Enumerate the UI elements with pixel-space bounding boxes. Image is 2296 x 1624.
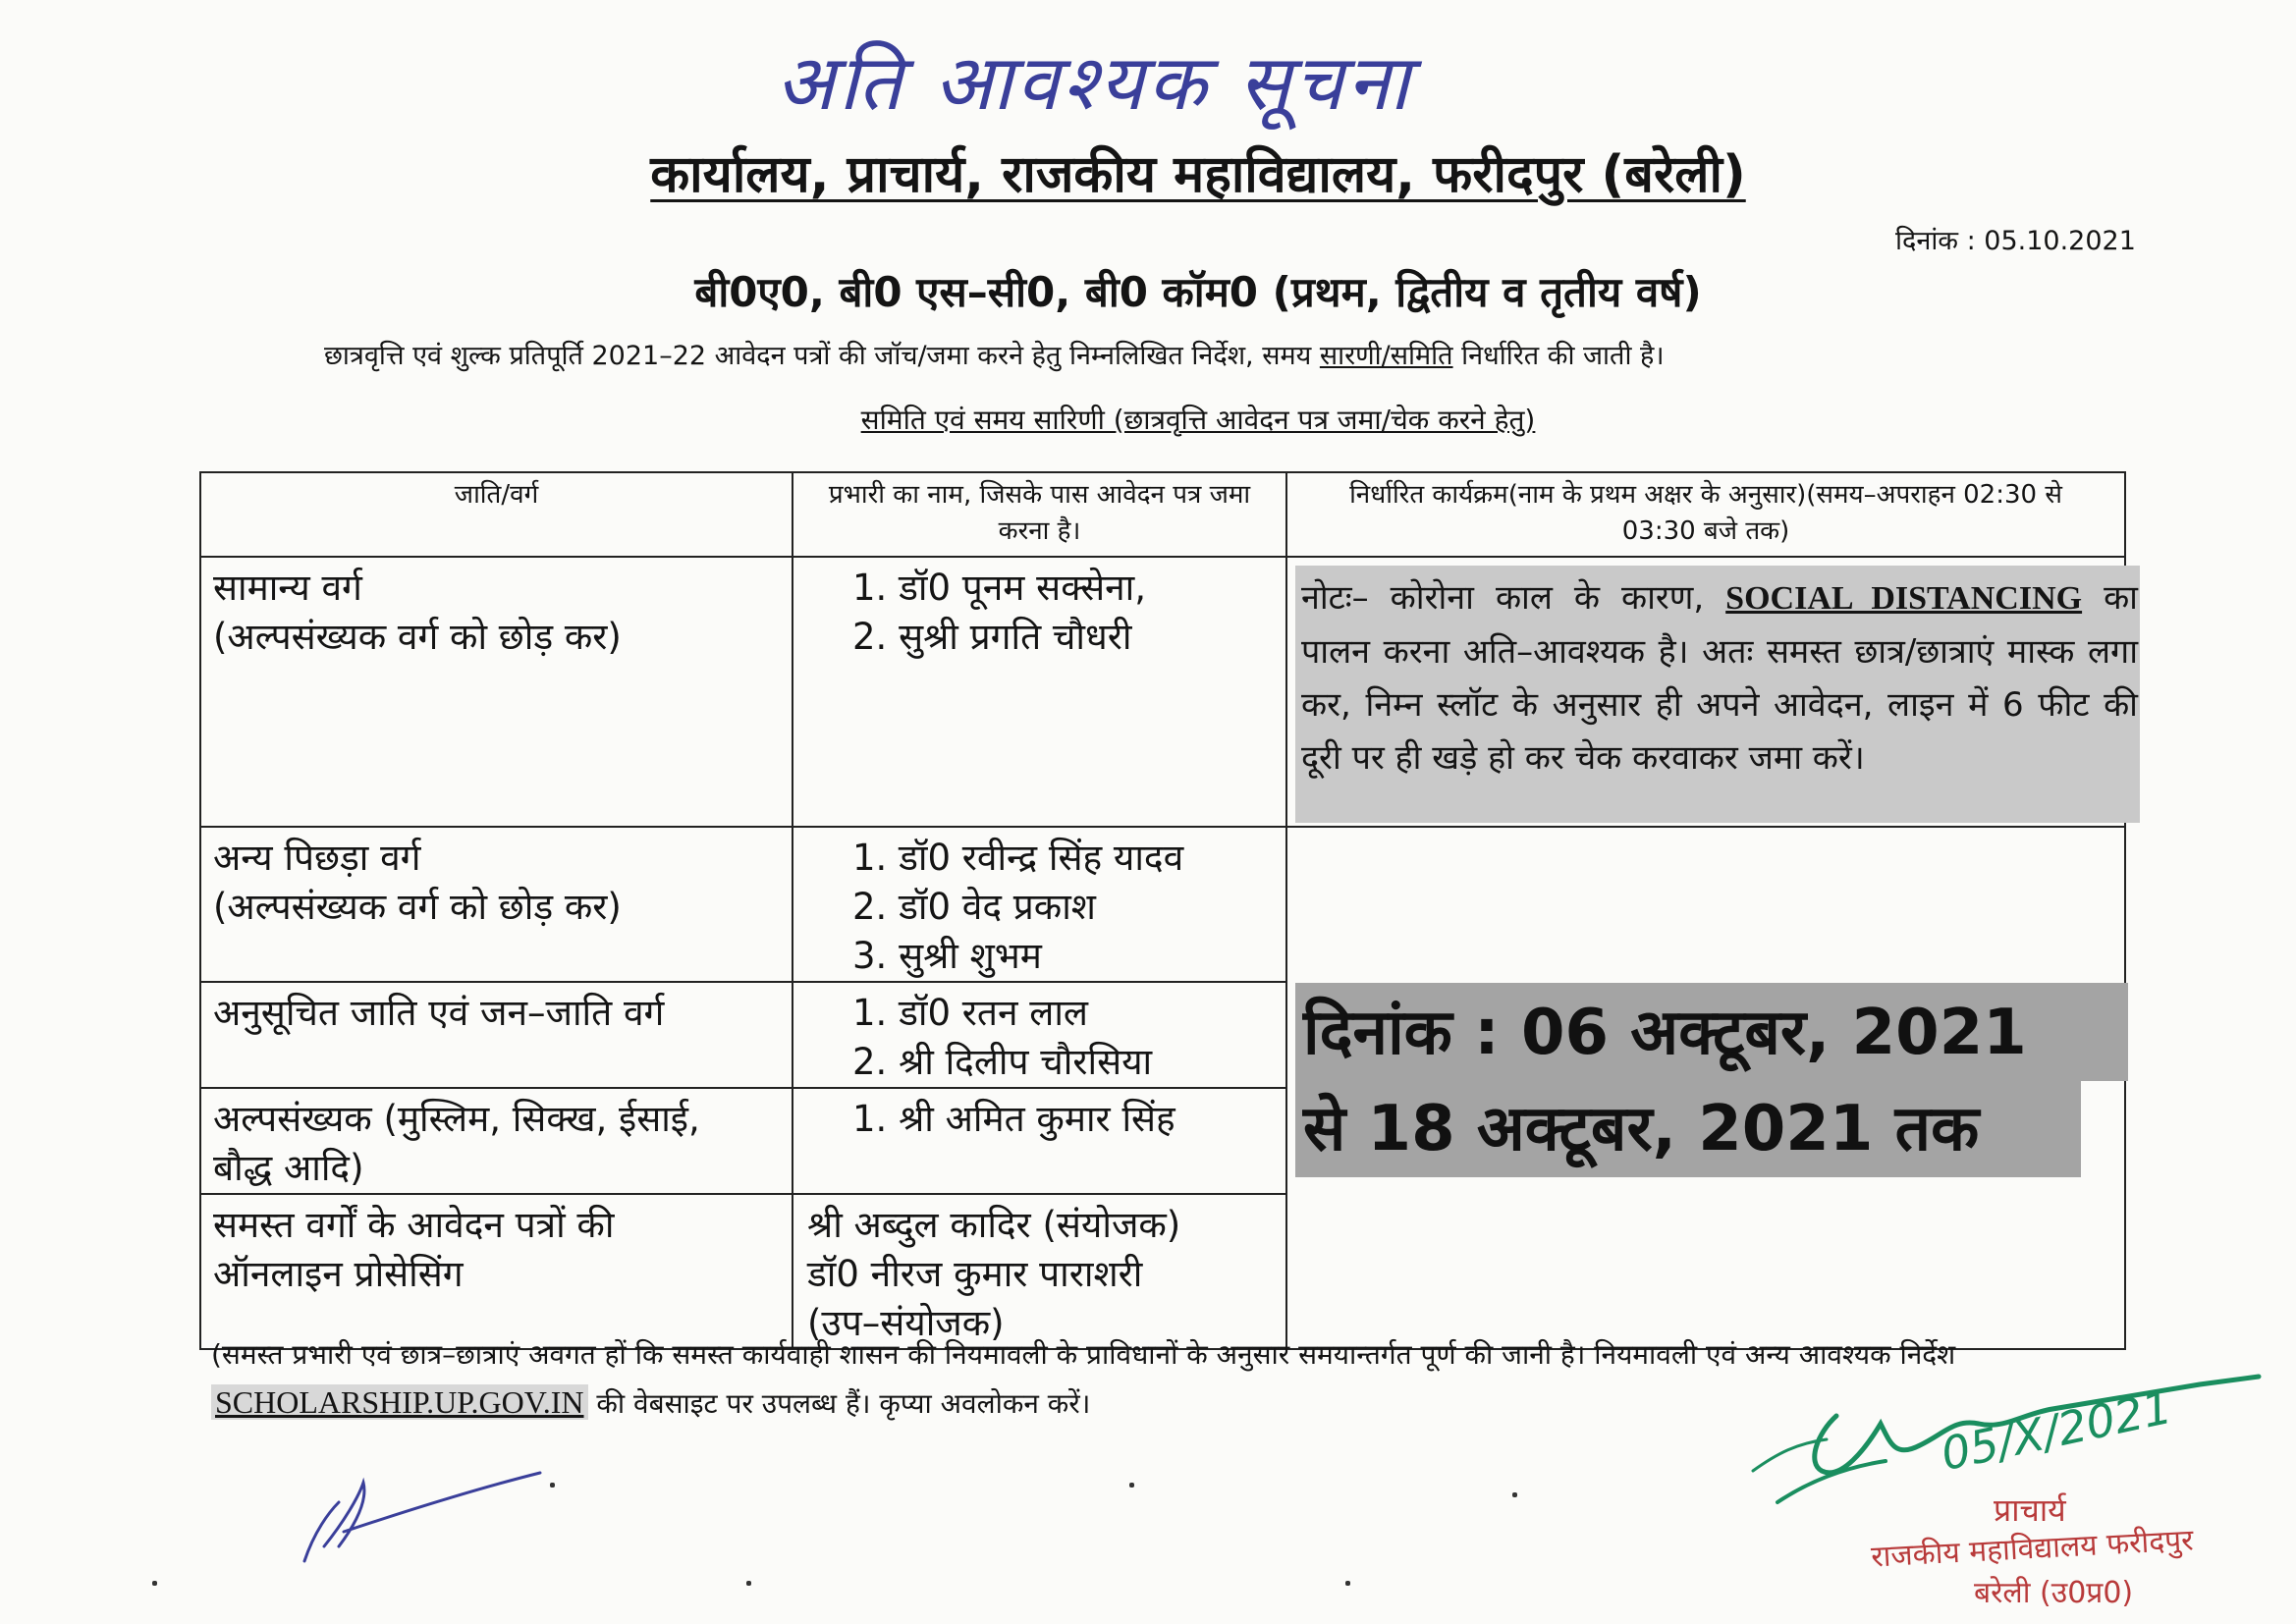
category-cell: [200, 827, 793, 982]
date-range-cell: [1286, 827, 2125, 1349]
header-incharge: [793, 472, 1286, 557]
header-schedule: [1286, 472, 2125, 557]
category-cell: [200, 982, 793, 1088]
note-lead: नोटः– कोरोना काल के कारण,: [1301, 578, 1726, 618]
category-line: अनुसूचित जाति एवं जन–जाति वर्ग: [213, 992, 665, 1034]
instruction-part2: निर्धारित की जाती है।: [1452, 341, 1665, 371]
incharge-name: 2. श्री दिलीप चौरसिया: [852, 1041, 1153, 1083]
date-range-text: [1303, 985, 2148, 1177]
scholarship-url: SCHOLARSHIP.UP.GOV.IN: [211, 1384, 588, 1420]
scan-speck: [1345, 1581, 1350, 1586]
header-category: जाति/वर्ग: [200, 472, 793, 557]
signature-date: 05/X/2021: [1936, 1380, 2177, 1482]
schedule-table: [199, 471, 2138, 1350]
category-cell: [200, 1194, 793, 1349]
incharge-name: श्री अब्दुल कादिर (संयोजक): [807, 1204, 1181, 1246]
scan-speck: [1512, 1492, 1517, 1497]
course-title: बी0ए0, बी0 एस–सी0, बी0 कॉम0 (प्रथम, द्वितीय व तृतीय वर्ष): [694, 268, 1702, 316]
incharge-cell: [793, 1088, 1286, 1194]
note-text: [1301, 571, 2138, 785]
scan-speck: [550, 1483, 555, 1488]
category-line: समस्त वर्गों के आवेदन पत्रों की: [213, 1204, 615, 1246]
incharge-cell: [793, 982, 1286, 1088]
incharge-cell: [793, 827, 1286, 982]
table-header-row: [200, 472, 2125, 557]
incharge-name: 3. सुश्री शुभम: [852, 935, 1042, 977]
category-line: ऑनलाइन प्रोसेसिंग: [213, 1253, 464, 1295]
scan-speck: [152, 1581, 157, 1586]
note-emphasis: SOCIAL DISTANCING: [1725, 580, 2083, 617]
incharge-name: 1. डॉ0 रतन लाल: [852, 992, 1089, 1034]
category-line: बौद्ध आदि): [213, 1147, 364, 1189]
stamp-designation: प्राचार्य: [1994, 1491, 2066, 1529]
incharge-name: (उप–संयोजक): [807, 1302, 1005, 1344]
incharge-name: डॉ0 नीरज कुमार पाराशरी: [807, 1253, 1143, 1295]
handwritten-title: अति आवश्यक सूचना: [776, 39, 1413, 128]
category-cell: [200, 557, 793, 827]
notice-date: दिनांक : 05.10.2021: [1895, 226, 2136, 256]
header-incharge-text: प्रभारी का नाम, जिसके पास आवेदन पत्र जमा करना है।: [828, 480, 1251, 546]
date-range-line: दिनांक : 06 अक्टूबर, 2021: [1303, 997, 2027, 1069]
incharge-name: 2. सुश्री प्रगति चौधरी: [852, 616, 1132, 658]
category-line: सामान्य वर्ग: [213, 567, 362, 609]
scan-speck: [1129, 1483, 1134, 1488]
note-rest: का पालन करना अति–आवश्यक है। अतः समस्त छात्र/छात्राएं मास्क लगा कर, निम्न स्लॉट के अनुसार ही अपने आवेदन, लाइन में 6 फीट की दूरी पर ही खड़े हो कर चेक करवाकर जमा करें।: [1301, 578, 2138, 778]
incharge-name: 1. डॉ0 पूनम सक्सेना,: [852, 567, 1147, 609]
table-row: [200, 827, 2125, 982]
office-title: कार्यालय, प्राचार्य, राजकीय महाविद्यालय, फरीदपुर (बरेली): [650, 145, 1746, 204]
stamp-place: बरेली (उ0प्र0): [1974, 1576, 2134, 1610]
footer-note-part1: (समस्त प्रभारी एवं छात्र–छात्राएं अवगत हों कि समस्त कार्यवाही शासन की नियमावली के प्राविधानों के अनुसार समयान्तर्गत पूर्ण की जानी है। नियमावली एवं अन्य आवश्यक निर्देश: [211, 1338, 1956, 1371]
initials-signature-icon: [285, 1453, 570, 1571]
category-line: अल्पसंख्यक (मुस्लिम, सिक्ख, ईसाई,: [213, 1098, 700, 1140]
incharge-name: 1. श्री अमित कुमार सिंह: [852, 1098, 1175, 1140]
incharge-cell: [793, 557, 1286, 827]
date-range-line: से 18 अक्टूबर, 2021 तक: [1303, 1093, 1980, 1165]
instruction-underlined: सारणी/समिति: [1319, 341, 1453, 371]
category-line: अन्य पिछड़ा वर्ग: [213, 837, 421, 879]
footer-note-part2: की वेबसाइट पर उपलब्ध हैं। कृप्या अवलोकन करें।: [587, 1387, 1091, 1420]
header-schedule-text: निर्धारित कार्यक्रम(नाम के प्रथम अक्षर के अनुसार)(समय–अपराहन 02:30 से 03:30 बजे तक): [1349, 480, 2062, 546]
note-cell: [1286, 557, 2138, 827]
incharge-name: 2. डॉ0 वेद प्रकाश: [852, 886, 1096, 928]
category-line: (अल्पसंख्यक वर्ग को छोड़ कर): [213, 886, 622, 928]
instruction-part1: छात्रवृत्ति एवं शुल्क प्रतिपूर्ति 2021–22 आवेदन पत्रों की जॉच/जमा करने हेतु निम्नलिखित निर्देश, समय: [324, 341, 1320, 371]
schedule-heading: समिति एवं समय सारिणी (छात्रवृत्ति आवेदन पत्र जमा/चेक करने हेतु): [860, 404, 1536, 436]
instruction-text: [324, 336, 2052, 372]
stamp-college: राजकीय महाविद्यालय फरीदपुर: [1870, 1523, 2195, 1575]
category-line: (अल्पसंख्यक वर्ग को छोड़ कर): [213, 616, 622, 658]
table-row: [200, 557, 2125, 827]
incharge-cell: [793, 1194, 1286, 1349]
scan-speck: [746, 1581, 751, 1586]
category-cell: [200, 1088, 793, 1194]
incharge-name: 1. डॉ0 रवीन्द्र सिंह यादव: [852, 837, 1184, 879]
